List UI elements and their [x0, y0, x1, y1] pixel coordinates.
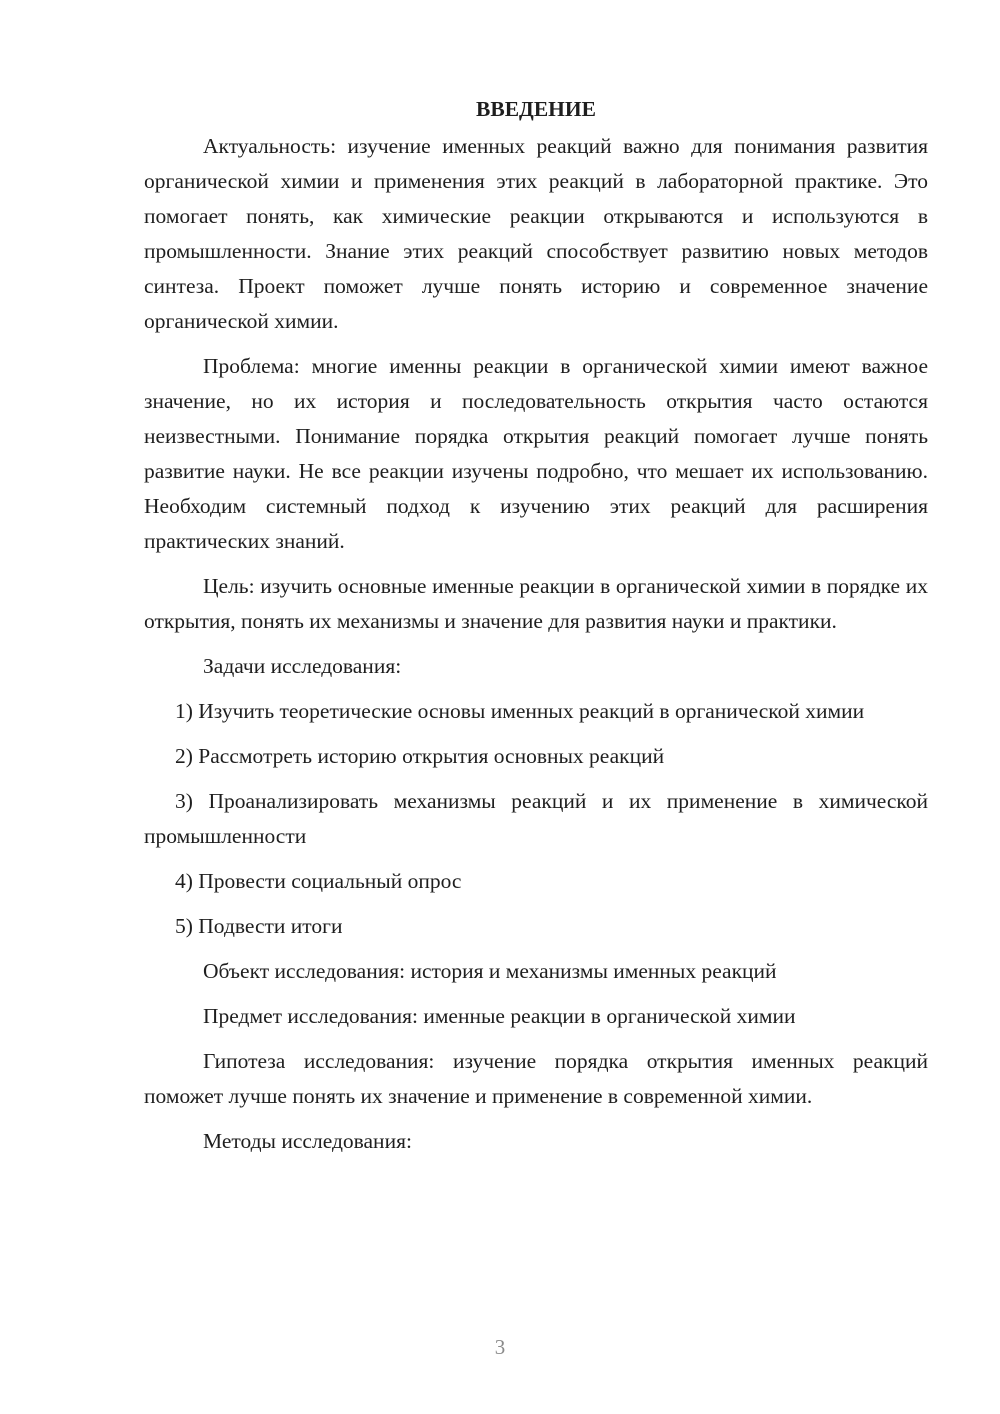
methods-heading: Методы исследования: — [203, 1129, 412, 1153]
tasks-heading: Задачи исследования: — [203, 654, 402, 678]
task-item: 4) Провести социальный опрос — [175, 869, 462, 893]
task-item: 2) Рассмотреть историю открытия основных реакций — [175, 744, 665, 768]
object-paragraph: Объект исследования: история и механизмы именных реакций — [203, 959, 777, 983]
page-title: ВВЕДЕНИЕ — [476, 97, 596, 121]
goal-paragraph: Цель: изучить основные именные реакции в органической химии в порядке их открытия, понять их механизмы и значение для развития науки и практики. — [144, 574, 928, 633]
subject-paragraph: Предмет исследования: именные реакции в органической химии — [203, 1004, 796, 1028]
task-item: 3) Проанализировать механизмы реакций и их применение в химической промышленности — [144, 789, 928, 848]
problem-paragraph: Проблема: многие именны реакции в органической химии имеют важное значение, но их история и последовательность открытия часто остаются неизвестными. Понимание порядка открытия реакций помогает лучше понять развитие науки. Не все реакции изучены подробно, что мешает их использованию. Необходим системный подход к изучению этих реакций для расширения практических знаний. — [144, 354, 928, 553]
relevance-paragraph: Актуальность: изучение именных реакций важно для понимания развития органической химии и применения этих реакций в лабораторной практике. Это помогает понять, как химические реакции открываются и используются в промышленности. Знание этих реакций способствует развитию новых методов синтеза. Проект поможет лучше понять историю и современное значение органической химии. — [144, 134, 928, 333]
task-item: 1) Изучить теоретические основы именных реакций в органической химии — [175, 699, 865, 723]
page-number: 3 — [494, 1335, 506, 1359]
task-item: 5) Подвести итоги — [175, 914, 343, 938]
hypothesis-paragraph: Гипотеза исследования: изучение порядка открытия именных реакций поможет лучше понять их значение и применение в современной химии. — [144, 1049, 928, 1108]
document-page — [144, 92, 928, 1169]
